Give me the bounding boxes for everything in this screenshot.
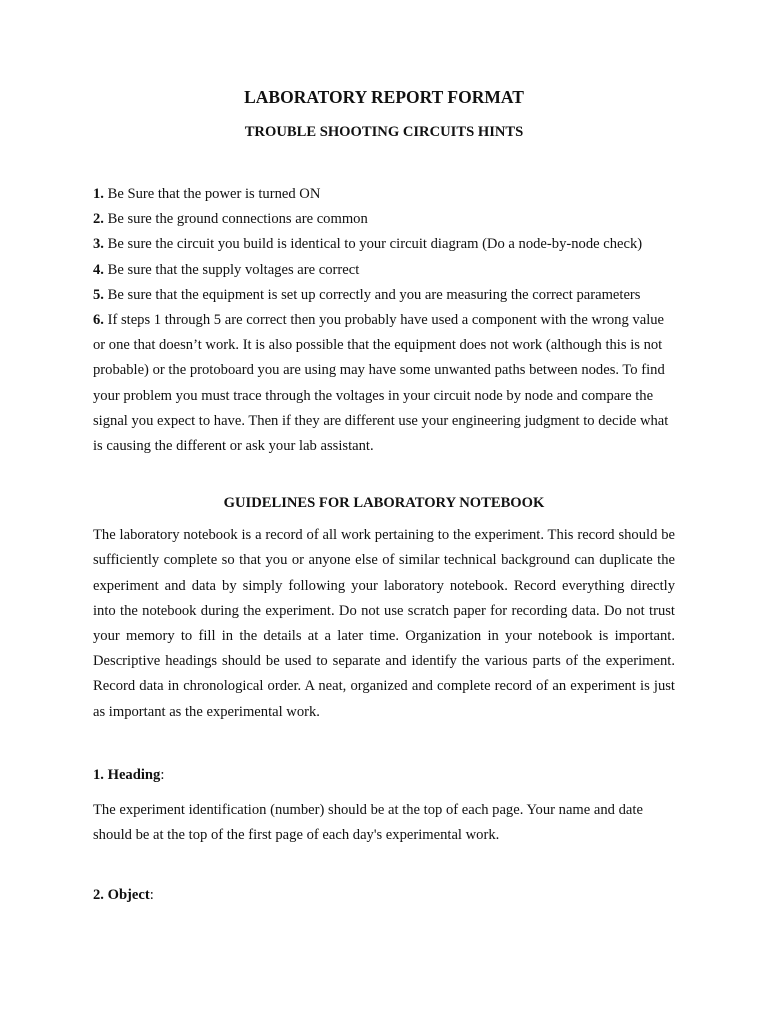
hint-number: 3.	[93, 236, 104, 253]
hint-number: 4.	[93, 261, 104, 278]
guidelines-title: GUIDELINES FOR LABORATORY NOTEBOOK	[223, 495, 545, 512]
object-section-label	[93, 883, 675, 908]
document-title: LABORATORY REPORT FORMAT	[244, 87, 524, 107]
heading-section-label	[93, 763, 675, 788]
hint-text: Be sure the ground connections are common	[103, 211, 368, 228]
hint-item	[93, 258, 675, 283]
hint-item	[93, 207, 675, 232]
hint-item	[93, 182, 675, 207]
hint-text: Be sure that the supply voltages are correct	[103, 261, 360, 278]
document-subtitle: TROUBLE SHOOTING CIRCUITS HINTS	[244, 124, 524, 140]
document-content	[93, 86, 675, 909]
hint-number: 2.	[93, 211, 104, 228]
hint-text: Be Sure that the power is turned ON	[103, 186, 321, 202]
heading-colon: :	[160, 766, 165, 783]
hint-text: Be sure that the equipment is set up correctly and you are measuring the correct parameters	[103, 286, 641, 303]
hint-item	[93, 283, 675, 308]
object-colon: :	[149, 887, 154, 904]
hint-number: 6.	[93, 312, 104, 329]
hint-item	[93, 308, 675, 459]
heading-paragraph: The experiment identification (number) should be at the top of each page. Your name and date should be at the top of the first page of each day's experimental work.	[93, 802, 643, 844]
hint-text: If steps 1 through 5 are correct then you probably have used a component with the wrong value or one that doesn’t work. It is also possible that the equipment does not work (although this is not probable) or the protoboard you are using may have some unwanted paths between nodes. To find your problem you must trace through the voltages in your circuit node by node and compare the signal you expect to have. Then if they are different use your engineering judgment to decide what is causing the different or ask your lab assistant.	[93, 312, 669, 455]
troubleshooting-hints-list	[93, 182, 675, 459]
hint-text: Be sure the circuit you build is identical to your circuit diagram (Do a node-by-node check)	[103, 236, 643, 253]
object-label: 2. Object	[93, 887, 150, 904]
hint-number: 1.	[93, 186, 104, 202]
guidelines-paragraph: The laboratory notebook is a record of all work pertaining to the experiment. This record should be sufficiently complete so that you or anyone else of similar technical background can duplicate the experiment and data by simply following your laboratory notebook. Record everything directly into the notebook during the experiment. Do not use scratch paper for recording data. Do not trust your memory to fill in the details at a later time. Organization in your notebook is important. Descriptive headings should be used to separate and identify the various parts of the experiment. Record data in chronological order. A neat, organized and complete record of an experiment is just as important as the experimental work.	[93, 527, 675, 720]
hint-item	[93, 232, 675, 257]
hint-number: 5.	[93, 286, 104, 303]
heading-label: 1. Heading	[93, 766, 161, 783]
